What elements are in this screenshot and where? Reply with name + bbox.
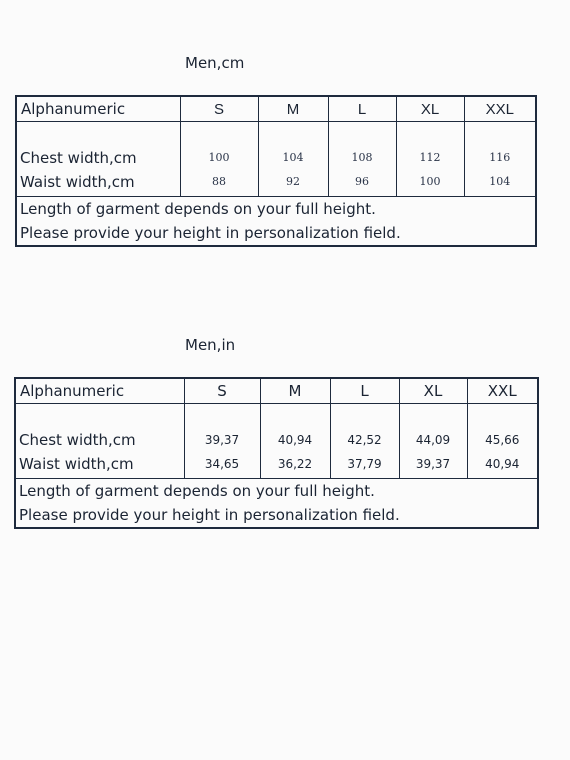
values-m	[258, 122, 328, 197]
values-xxl	[467, 404, 538, 479]
note-line-1: Length of garment depends on your full height.	[19, 482, 375, 500]
size-m: M	[258, 96, 328, 122]
size-l: L	[330, 378, 399, 404]
values-s	[184, 404, 260, 479]
measurements-row	[16, 122, 536, 197]
row-labels	[15, 404, 184, 479]
values-xl	[396, 122, 464, 197]
waist-value: 39,37	[415, 457, 451, 471]
note-line-2: Please provide your height in personalization field.	[19, 506, 400, 524]
table-title-in: Men,in	[185, 336, 236, 354]
values-m	[260, 404, 330, 479]
size-xxl: XXL	[467, 378, 538, 404]
header-row	[15, 378, 538, 404]
chest-value: 100	[208, 151, 230, 164]
values-s	[180, 122, 258, 197]
values-l	[330, 404, 399, 479]
size-s: S	[180, 96, 258, 122]
note-line-2: Please provide your height in personalization field.	[20, 224, 401, 242]
row-labels	[16, 122, 180, 197]
size-xl: XL	[396, 96, 464, 122]
values-l	[328, 122, 396, 197]
note-row	[16, 197, 536, 247]
size-s: S	[184, 378, 260, 404]
measurements-row	[15, 404, 538, 479]
waist-value: 100	[419, 175, 441, 188]
values-xl	[399, 404, 467, 479]
chest-width-label: Chest width,cm	[20, 149, 137, 167]
header-label: Alphanumeric	[15, 378, 184, 404]
chest-value: 40,94	[277, 433, 313, 447]
size-xxl: XXL	[464, 96, 536, 122]
note-cell	[15, 479, 538, 529]
chest-value: 42,52	[347, 433, 382, 447]
values-xxl	[464, 122, 536, 197]
chest-value: 45,66	[485, 433, 520, 447]
chest-value: 39,37	[204, 433, 240, 447]
chest-value: 104	[282, 151, 304, 164]
waist-value: 37,79	[347, 457, 382, 471]
chest-value: 44,09	[415, 433, 451, 447]
waist-value: 104	[489, 175, 511, 188]
waist-value: 40,94	[485, 457, 520, 471]
chest-value: 108	[351, 151, 373, 164]
chest-width-label: Chest width,cm	[19, 431, 136, 449]
waist-width-label: Waist width,cm	[19, 455, 134, 473]
size-table-in	[14, 377, 539, 529]
chest-value: 112	[419, 151, 441, 164]
header-label: Alphanumeric	[16, 96, 180, 122]
size-m: M	[260, 378, 330, 404]
waist-value: 34,65	[204, 457, 240, 471]
size-xl: XL	[399, 378, 467, 404]
table-title-cm: Men,cm	[185, 54, 245, 72]
waist-value: 88	[212, 175, 226, 188]
waist-width-label: Waist width,cm	[20, 173, 135, 191]
header-row	[16, 96, 536, 122]
chest-value: 116	[489, 151, 511, 164]
waist-value: 36,22	[277, 457, 313, 471]
note-row	[15, 479, 538, 529]
note-line-1: Length of garment depends on your full height.	[20, 200, 376, 218]
size-table-cm	[15, 95, 537, 247]
size-l: L	[328, 96, 396, 122]
waist-value: 96	[355, 175, 369, 188]
waist-value: 92	[286, 175, 300, 188]
note-cell	[16, 197, 536, 247]
